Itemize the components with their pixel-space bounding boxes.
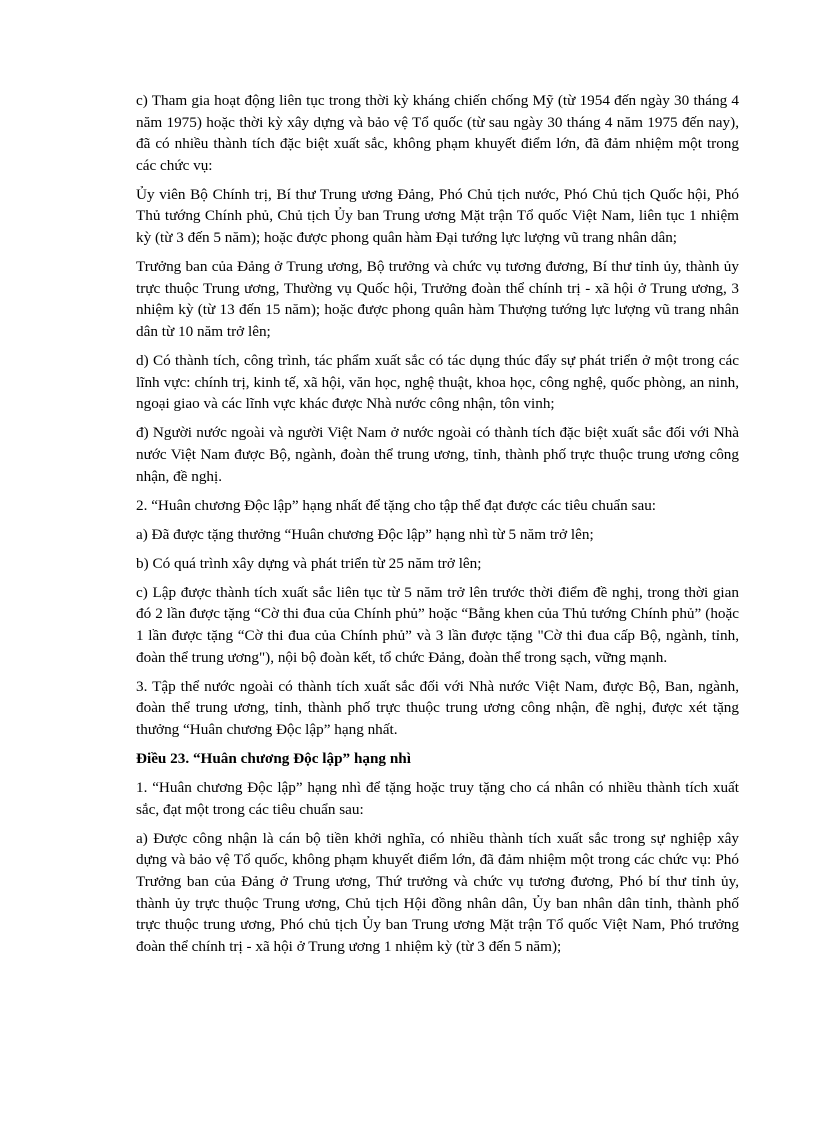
paragraph-2-hang-nhat-tap-the: 2. “Huân chương Độc lập” hạng nhất để tặng cho tập thể đạt được các tiêu chuẩn sau: bbox=[136, 496, 657, 514]
paragraph-truong-ban: Trưởng ban của Đảng ở Trung ương, Bộ trưởng và chức vụ tương đương, Bí thư tỉnh ủy, thành ủy trực thuộc Trung ương, Thường vụ Quốc hội, Trưởng đoàn thể chính trị - xã hội ở Trung ương, 3 nhiệm kỳ (từ 13 đến 15 năm); hoặc được phong quân hàm Thượng tướng lực lượng vũ trang nhân dân từ 10 năm trở lên; bbox=[136, 258, 739, 340]
article-23-heading: Điều 23. “Huân chương Độc lập” hạng nhì bbox=[136, 750, 411, 768]
paragraph-c-lap-thanh-tich: c) Lập được thành tích xuất sắc liên tục từ 5 năm trở lên trước thời điểm đề nghị, trong thời gian đó 2 lần được tặng “Cờ thi đua của Chính phủ” hoặc “Bằng khen của Thủ tướng Chính phủ” (hoặc 1 lần được tặng “Cờ thi đua của Chính phủ” và 3 lần được tặng "Cờ thi đua cấp Bộ, ngành, tỉnh, đoàn thể trung ương"), nội bộ đoàn kết, tổ chức Đảng, đoàn thể trong sạch, vững mạnh. bbox=[136, 583, 739, 666]
paragraph-b-qua-trinh: b) Có quá trình xây dựng và phát triển từ 25 năm trở lên; bbox=[136, 554, 482, 572]
paragraph-3-tap-the-nuoc-ngoai: 3. Tập thể nước ngoài có thành tích xuất sắc đối với Nhà nước Việt Nam, được Bộ, Ban, ngành, đoàn thể trung ương, tỉnh, thành phố trực thuộc trung ương công nhận, đề nghị, được xét tặng thưởng “Huân chương Độc lập” hạng nhất. bbox=[136, 677, 739, 738]
paragraph-dd-nguoi-nuoc-ngoai: đ) Người nước ngoài và người Việt Nam ở nước ngoài có thành tích đặc biệt xuất sắc đối với Nhà nước Việt Nam được Bộ, ngành, đoàn thể trung ương, tỉnh, thành phố trực thuộc trung ương công nhận, đề nghị. bbox=[136, 424, 739, 485]
paragraph-a-tien-khoi-nghia: a) Được công nhận là cán bộ tiền khởi nghĩa, có nhiều thành tích xuất sắc trong sự nghiệp xây dựng và bảo vệ Tổ quốc, không phạm khuyết điểm lớn, đã đảm nhiệm một trong các chức vụ: Phó Trưởng ban của Đảng ở Trung ương, Thứ trưởng và chức vụ tương đương, Phó bí thư tỉnh ủy, thành ủy trực thuộc Trung ương, Chủ tịch Hội đồng nhân dân, Ủy ban nhân dân tỉnh, thành phố trực thuộc trung ương, Phó chủ tịch Ủy ban Trung ương Mặt trận Tổ quốc Việt Nam, Phó trưởng đoàn thể chính trị - xã hội ở Trung ương 1 nhiệm kỳ (từ 3 đến 5 năm); bbox=[136, 829, 739, 955]
paragraph-uy-vien-bo-chinh-tri: Ủy viên Bộ Chính trị, Bí thư Trung ương Đảng, Phó Chủ tịch nước, Phó Chủ tịch Quốc hội, Phó Thủ tướng Chính phủ, Chủ tịch Ủy ban Trung ương Mặt trận Tổ quốc Việt Nam, liên tục 1 nhiệm kỳ (từ 3 đến 5 năm); hoặc được phong quân hàm Đại tướng lực lượng vũ trang nhân dân; bbox=[136, 185, 739, 247]
paragraph-1-hang-nhi: 1. “Huân chương Độc lập” hạng nhì để tặng hoặc truy tặng cho cá nhân có nhiều thành tích xuất sắc, đạt một trong các tiêu chuẩn sau: bbox=[136, 779, 739, 818]
document-page bbox=[136, 90, 739, 965]
paragraph-c-khang-chien: c) Tham gia hoạt động liên tục trong thời kỳ kháng chiến chống Mỹ (từ 1954 đến ngày 30 tháng 4 năm 1975) hoặc thời kỳ xây dựng và bảo vệ Tổ quốc (từ sau ngày 30 tháng 4 năm 1975 đến nay), đã có nhiều thành tích đặc biệt xuất sắc, không phạm khuyết điểm lớn, đã đảm nhiệm một trong các chức vụ: bbox=[136, 92, 739, 174]
paragraph-d-thanh-tich: d) Có thành tích, công trình, tác phẩm xuất sắc có tác dụng thúc đẩy sự phát triển ở một trong các lĩnh vực: chính trị, kinh tế, xã hội, văn học, nghệ thuật, khoa học, công nghệ, quốc phòng, an ninh, ngoại giao và các lĩnh vực khác được Nhà nước công nhận, tôn vinh; bbox=[136, 352, 739, 413]
paragraph-a-hang-nhi: a) Đã được tặng thưởng “Huân chương Độc lập” hạng nhì từ 5 năm trở lên; bbox=[136, 525, 594, 543]
